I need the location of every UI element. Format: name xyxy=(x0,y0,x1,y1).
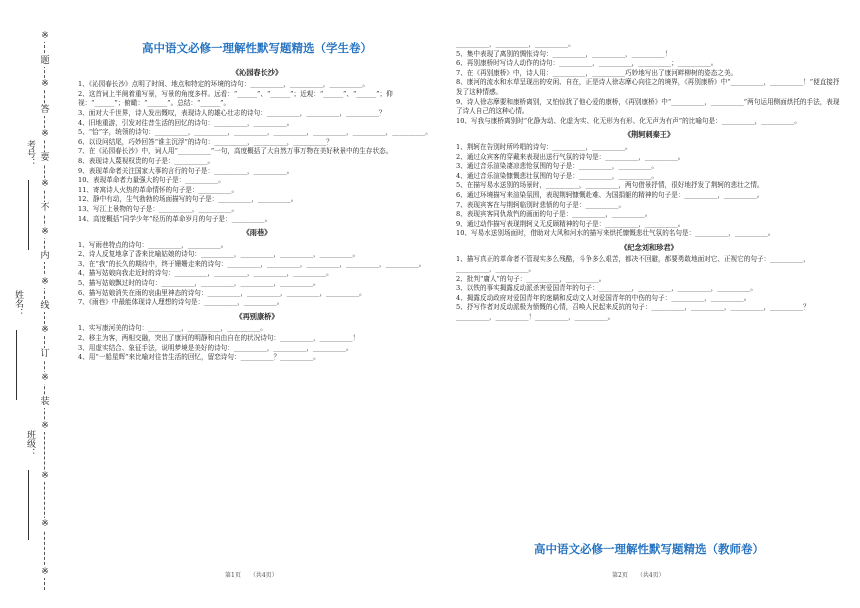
section-heading: 《雨巷》 xyxy=(242,228,272,238)
binding-instruction-char: 题 xyxy=(38,55,52,67)
exam-number-line xyxy=(28,180,29,250)
binding-star-mark: ※ xyxy=(38,470,52,482)
binding-star-mark: ※ xyxy=(38,276,52,288)
binding-star-mark: ※ xyxy=(38,566,52,578)
binding-star-mark: ※ xyxy=(38,128,52,140)
class-label: 班级： xyxy=(25,430,35,457)
question-item: 1、荆轲在告别时所吟唱的诗句：__________，__________。 xyxy=(456,142,632,151)
question-item: 2、通过众宾客的穿戴来表现出送行气氛的诗句是：__________，__________。 xyxy=(456,152,685,161)
question-item: 9、诗人徐志摩要和康桥离别，又怕惊扰了他心爱的康桥，《再别康桥》中“__________，__________”两句运用侧面烘托的手法，表现了诗人自己的这种心情。 xyxy=(456,97,840,116)
question-item: 5、在描写易水送别的场景时，__________，__________，两句借景抒情，很好地抒发了荆轲的悲壮之情。 xyxy=(456,181,764,190)
question-item: 7、表现宾客在与荆轲临别时悲愤的句子是：__________。 xyxy=(456,200,626,209)
question-item: 6、再别康桥时写诗人动作的诗句：__________，__________，__________；__________。 xyxy=(456,59,718,68)
page-title: 高中语文必修一理解性默写题精选（学生卷） xyxy=(142,41,372,55)
question-item: 8、表现诗人蔑视权贵的句子是：__________。 xyxy=(78,156,215,165)
teacher-edition-title: 高中语文必修一理解性默写题精选（教师卷） xyxy=(534,542,764,556)
section-heading: 《荆轲刺秦王》 xyxy=(623,130,675,140)
question-item: 3、面对大千世界，诗人发出慨叹，表现诗人的雄心壮志的诗句：__________，__________，__________？ xyxy=(78,108,386,117)
question-item: 2、这首词上半阕着重写景，写景的角度多样。远看：“______”、“______”；近观：“______”、“______”；仰视：“______”；俯瞰：“______”。总结：“______”。 xyxy=(78,89,393,108)
page-1-footer: 第1页 （共4页） xyxy=(225,572,278,579)
name-label: 姓名： xyxy=(13,290,23,317)
question-item: 7、在《沁园春长沙》中，词人用“__________”一句，高度概括了大自然万事万物在美好秋景中的生存状态。 xyxy=(78,147,393,156)
page-1 xyxy=(78,40,436,363)
question-item: 11、寄寓诗人火热的革命情怀的句子是：__________。 xyxy=(78,185,239,194)
question-item: 4、旧地重游，引发对往昔生活的回忆的诗句：__________，__________。 xyxy=(78,118,294,127)
binding-star-mark: ※ xyxy=(38,518,52,530)
question-item: 10、表现革命者力量强大的句子是：__________。 xyxy=(78,176,225,185)
binding-instruction-char: 订 xyxy=(38,348,52,360)
question-item: 10、写易水送别场面时，借助对大风和河水的描写来烘托慷慨悲壮气氛的名句是：__________，__________。 xyxy=(456,229,775,238)
question-item: 6、描写姑娘消失在雨的哀曲里神态的诗句：__________，__________，__________，__________。 xyxy=(78,288,366,297)
page-2-footer: 第2页 （共4页） xyxy=(612,572,665,579)
page-2 xyxy=(456,40,842,323)
question-item: 14、高度概括“同学少年”经历的革命岁月的句子是：__________。 xyxy=(78,214,272,223)
question-item: 9、表现革命者关注国家大事的言行的句子是：__________，__________。 xyxy=(78,166,294,175)
question-item: 13、写江上景物的句子是：__________，__________。 xyxy=(78,204,239,213)
question-item: 6、通过环境描写来渲染氛围，表现荆轲慷慨赴难、为国捐躯的精神的句子是：__________，__________。 xyxy=(456,190,764,199)
question-item: 8、表现宾客同仇敌忾的画面的句子是：__________，__________。 xyxy=(456,210,652,219)
question-item: 3、在“我”的长久的期待中，终于姗姗走来的诗句：__________，__________，__________，__________，__________。 xyxy=(78,259,426,268)
section-heading: 《沁园春长沙》 xyxy=(231,67,283,77)
question-item: 3、以铁的事实揭露反动派杀害爱国青年的句子：__________，__________，__________，__________。 xyxy=(456,284,757,293)
binding-instruction-char: 装 xyxy=(38,396,52,408)
question-item: 10、写我与康桥离别时“化静为动、化虚为实、化无形为有形、化无声为有声”的比喻句是：__________，__________。 xyxy=(456,116,801,125)
binding-margin xyxy=(0,0,62,608)
question-item: 7、《雨巷》中最能体现诗人理想的诗句是：__________，__________。 xyxy=(78,298,284,307)
binding-star-mark: ※ xyxy=(38,78,52,90)
section-heading: 《再别康桥》 xyxy=(235,311,279,321)
question-item: 7、在《再别康桥》中，诗人用：__________，__________巧妙地写出了康河畔柳树的姿态之美。 xyxy=(456,68,738,77)
question-item: 4、通过音乐渲染慷慨悲壮氛围的句子是：__________，__________。 xyxy=(456,171,659,180)
question-item: 4、用“一船星辉”来比喻对往昔生活的回忆，留恋诗句：__________？__________。 xyxy=(78,353,320,362)
binding-star-mark: ※ xyxy=(38,30,52,42)
question-item: 2、诗人反复地拿了香来比喻姑娘的诗句：__________，__________，__________，__________。 xyxy=(78,250,360,259)
question-item: 9、通过动作描写表现荆轲义无反顾精神的句子是：__________，__________。 xyxy=(456,219,685,228)
binding-instruction-char: 不 xyxy=(38,202,52,214)
class-line xyxy=(28,470,29,540)
question-item: 5、“恰”字，统领的诗句：__________，__________，__________，__________，__________，__________，__________。 xyxy=(78,128,432,137)
question-item: 2、批判“庸人”的句子：__________，__________。 xyxy=(456,274,606,283)
binding-star-mark: ※ xyxy=(38,372,52,384)
section-heading: 《纪念刘和珍君》 xyxy=(620,242,678,252)
exam-number-label: 考号： xyxy=(25,140,35,167)
question-item: 1、《沁园春长沙》点明了时间、地点和特定的环境的诗句：__________，__________，__________。 xyxy=(78,80,370,89)
name-line xyxy=(16,330,17,400)
binding-instruction-char: 答 xyxy=(38,104,52,116)
question-item: 8、康河的流水和水草呈现出的安闲、自在，正是诗人徐志摩心向往之的境界，《再别康桥》中“__________，__________！”便直接抒发了这种情感。 xyxy=(456,78,840,96)
binding-star-mark: ※ xyxy=(38,324,52,336)
binding-star-mark: ※ xyxy=(38,420,52,432)
question-item: 5、集中表现了离别的惆怅诗句：__________，__________，__________！ xyxy=(456,49,672,58)
question-item: 2、移主为客，两相交融，突出了康河的明静和自由自在的状况诗句：__________，__________！ xyxy=(78,334,360,343)
question-item: 3、用虚实结合、象征手法，说明梦境是美好的诗句：__________，__________，__________。 xyxy=(78,343,353,352)
question-item: 4、揭露反动政府对爱国青年的迷瞒和反动文人对爱国青年的中伤的句子：__________，__________。 xyxy=(456,293,751,302)
question-item: 12、静中有动，生气勃勃的场面描写的句子是：__________，__________。 xyxy=(78,195,298,204)
question-item: 1、写雨巷特点的诗句：__________，__________。 xyxy=(78,240,228,249)
continued-answer-line: __________，__________，__________。 xyxy=(456,40,575,48)
question-item: 4、描写姑娘向我走近时的诗句：__________，__________，__________，__________。 xyxy=(78,269,333,278)
binding-star-mark: ※ xyxy=(38,226,52,238)
binding-star-mark: ※ xyxy=(38,178,52,190)
question-item: 6、以设问结尾，巧妙回答“谁主沉浮”的诗句：__________，__________，__________？ xyxy=(78,137,333,146)
question-item: 3、通过音乐渲染凄凉悲怆氛围的句子是：__________，__________。 xyxy=(456,162,659,171)
binding-instruction-char: 内 xyxy=(38,250,52,262)
question-item: 5、描写姑娘飘过时的诗句：__________，__________，__________，__________。 xyxy=(78,279,320,288)
binding-instruction-char: 要 xyxy=(38,152,52,164)
binding-instruction-char: 线 xyxy=(38,300,52,312)
question-item: 1、实写康河美的诗句：__________，__________，__________。 xyxy=(78,324,267,333)
question-item: 1、描写真正的革命者不管现实多么残酷，斗争多么艰苦，都决不回避，都要勇敢地面对它、正视它的句子：__________，__________，__________。 xyxy=(456,255,810,274)
question-item: 5、抒写作者对反动派极为愤慨的心情，召唤人民起来反抗的句子：__________，__________，__________，__________？__________，__________！__________，__________。 xyxy=(456,303,810,322)
